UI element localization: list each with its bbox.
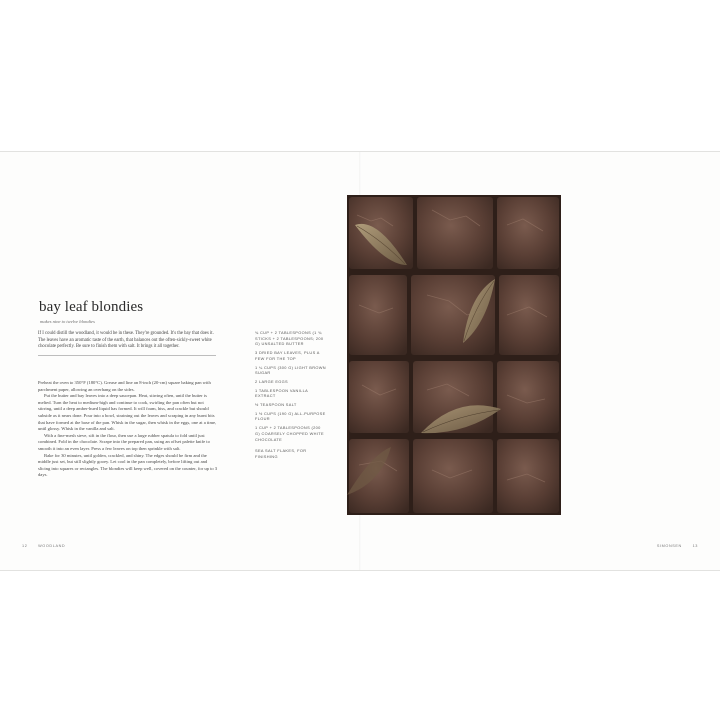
ingredient-item: 2 LARGE EGGS (255, 378, 288, 384)
recipe-method (38, 380, 218, 479)
recipe-yield: makes nine to twelve blondies (40, 319, 95, 324)
method-paragraph: With a fine-mesh sieve, sift in the flour, then use a large rubber spatula to fold until just combined. Fold in the chocolate. Scrape into the prepared pan, using an offset palette knife to smooth it into an even layer. Press a few leaves on top then sprinkle with salt. (38, 432, 210, 451)
running-head-left: WOODLAND (38, 544, 66, 548)
recipe-intro: If I could distill the woodland, it would be in these. They're grounded. It's the bay that does it. The leaves have an aromatic taste of the earth, that balances out the often-sickly-sweet white chocolate perfectly. Be sure to finish them with salt. It brings it all together. (38, 331, 214, 349)
footer-right (657, 544, 698, 548)
footer-left (22, 544, 65, 548)
section-divider (38, 355, 216, 356)
ingredient-item: 1 TABLESPOON VANILLA EXTRACT (255, 387, 308, 399)
page-number-left: 12 (22, 544, 28, 548)
running-head-right: SIMONSEN (656, 544, 682, 548)
ingredient-item: 3 DRIED BAY LEAVES, PLUS A FEW FOR THE TOP (255, 350, 320, 361)
ingredient-item: 1 CUP + 2 TABLESPOONS (200 G) COARSELY CHOPPED WHITE CHOCOLATE (255, 425, 324, 442)
book-spread (0, 151, 720, 571)
ingredient-item: ¾ CUP + 2 TABLESPOONS (1 ¾ STICKS + 2 TABLESPOONS; 200 G) UNSALTED BUTTER (255, 330, 324, 347)
ingredient-list (255, 330, 327, 463)
ingredient-item: ½ TEASPOON SALT (255, 402, 297, 408)
method-paragraph: Put the butter and bay leaves into a deep saucepan. Heat, stirring often, until the butter is melted. Turn the heat to medium-high and continue to cook, swirling the pan often but not stirring, until a deep amber-hued liquid has formed. It will foam, hiss, and crackle but should subside as it nears done. Pour into a bowl, straining out the leaves and scraping in any burnt bits that have formed at the base of the pan. Whisk in the sugar, then whisk in the eggs, one at a time, until glossy. Whisk in the vanilla and salt. (38, 393, 217, 432)
method-paragraph: Bake for 30 minutes, until golden, crackled, and shiny. The edges should be firm and the middle just set, but still slightly gooey. Let cool in the pan completely, before lifting out and slicing into squares or rectangles. The blondies will keep well, covered on the counter, for up to 3 days. (38, 452, 218, 478)
ingredient-item: 1 ¼ CUPS (300 G) LIGHT BROWN SUGAR (255, 364, 326, 376)
recipe-title: bay leaf blondies (39, 299, 144, 315)
method-paragraph: Preheat the oven to 350°F (180°C). Grease and line an 8-inch (20-cm) square baking pan with parchment paper, allowing an overhang on the sides. (38, 380, 211, 392)
ingredient-item: SEA SALT FLAKES, FOR FINISHING (255, 448, 307, 459)
page-number-right: 13 (692, 544, 698, 548)
ingredient-item: 1 ½ CUPS (190 G) ALL-PURPOSE FLOUR (255, 410, 326, 422)
brownie-photo (347, 195, 561, 515)
brownie-photo-illustration (347, 195, 561, 515)
